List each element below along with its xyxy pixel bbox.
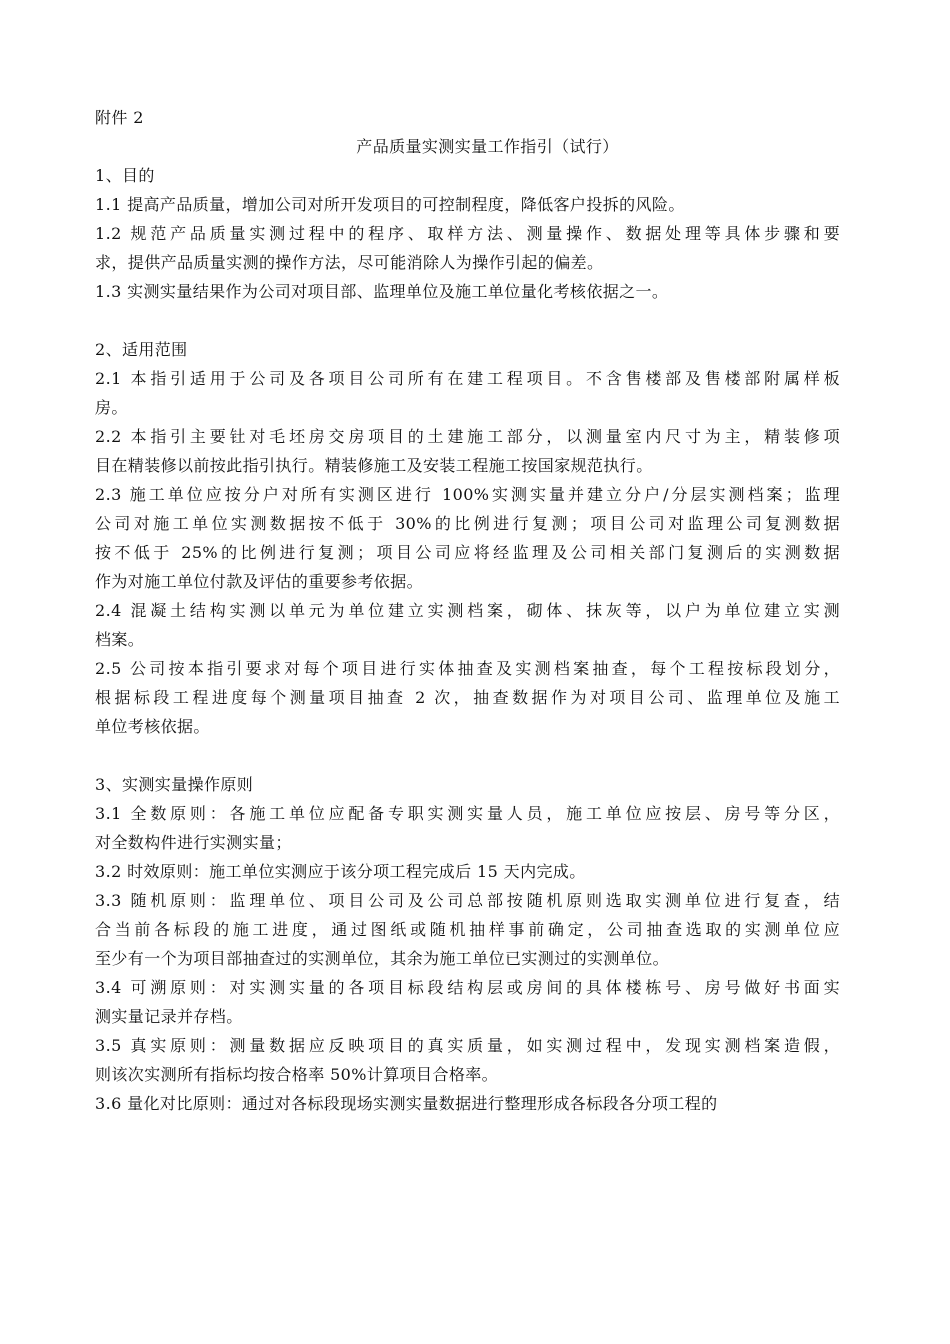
paragraph-line: 3.3 随机原则：监理单位、项目公司及公司总部按随机原则选取实测单位进行复查，结 — [95, 891, 840, 910]
paragraph-line: 按不低于 25%的比例进行复测；项目公司应将经监理及公司相关部门复测后的实测数据 — [95, 543, 840, 562]
paragraph-line: 3.2 时效原则：施工单位实测应于该分项工程完成后 15 天内完成。 — [95, 862, 586, 881]
paragraph — [95, 219, 840, 277]
paragraph — [95, 857, 840, 886]
paragraph-line: 档案。 — [95, 630, 145, 649]
paragraph — [95, 654, 840, 741]
paragraph — [95, 277, 840, 306]
section-heading: 2、适用范围 — [95, 340, 188, 359]
paragraph-line: 2.5 公司按本指引要求对每个项目进行实体抽查及实测档案抽查，每个工程按标段划分， — [95, 659, 840, 678]
paragraph-line: 对全数构件进行实测实量； — [95, 833, 292, 852]
paragraph-line: 单位考核依据。 — [95, 717, 210, 736]
paragraph-line: 测实量记录并存档。 — [95, 1007, 243, 1026]
paragraph-line: 合当前各标段的施工进度，通过图纸或随机抽样事前确定，公司抽查选取的实测单位应 — [95, 920, 840, 939]
attachment-label: 附件 2 — [95, 108, 144, 127]
paragraph-line: 3.5 真实原则：测量数据应反映项目的真实质量，如实测过程中，发现实测档案造假， — [95, 1036, 840, 1055]
paragraph-line: 房。 — [95, 398, 128, 417]
paragraph-line: 目在精装修以前按此指引执行。精装修施工及安装工程施工按国家规范执行。 — [95, 456, 653, 475]
paragraph-line: 3.4 可溯原则：对实测实量的各项目标段结构层或房间的具体楼栋号、房号做好书面实 — [95, 978, 840, 997]
paragraph-line: 3.6 量化对比原则：通过对各标段现场实测实量数据进行整理形成各标段各分项工程的 — [95, 1094, 718, 1113]
section-heading: 1、目的 — [95, 166, 155, 185]
paragraph-line: 作为对施工单位付款及评估的重要参考依据。 — [95, 572, 424, 591]
paragraph — [95, 422, 840, 480]
paragraph-line: 2.4 混凝土结构实测以单元为单位建立实测档案，砌体、抹灰等，以户为单位建立实测 — [95, 601, 840, 620]
paragraph-line: 则该次实测所有指标均按合格率 50%计算项目合格率。 — [95, 1065, 499, 1084]
paragraph — [95, 1089, 840, 1118]
document-title: 产品质量实测实量工作指引（试行） — [356, 137, 619, 156]
paragraph-line: 2.2 本指引主要钍对毛坯房交房项目的土建施工部分，以测量室内尺寸为主，精装修项 — [95, 427, 840, 446]
paragraph — [95, 364, 840, 422]
paragraph — [95, 596, 840, 654]
section — [95, 161, 840, 306]
paragraph-line: 至少有一个为项目部抽查过的实测单位，其余为施工单位已实测过的实测单位。 — [95, 949, 670, 968]
paragraph-line: 1.3 实测实量结果作为公司对项目部、监理单位及施工单位量化考核依据之一。 — [95, 282, 669, 301]
paragraph — [95, 973, 840, 1031]
paragraph — [95, 886, 840, 973]
document-body — [95, 161, 840, 1118]
section-heading: 3、实测实量操作原则 — [95, 775, 254, 794]
paragraph-line: 根据标段工程进度每个测量项目抽查 2 次，抽查数据作为对项目公司、监理单位及施工 — [95, 688, 840, 707]
section-spacer — [95, 306, 840, 335]
paragraph — [95, 480, 840, 596]
paragraph-line: 2.1 本指引适用于公司及各项目公司所有在建工程项目。不含售楼部及售楼部附属样板 — [95, 369, 840, 388]
paragraph-line: 1.1 提高产品质量，增加公司对所开发项目的可控制程度，降低客户投拆的风险。 — [95, 195, 685, 214]
paragraph-line: 2.3 施工单位应按分户对所有实测区进行 100%实测实量并建立分户/分层实测档案；监理 — [95, 485, 840, 504]
section — [95, 306, 840, 741]
paragraph-line: 公司对施工单位实测数据按不低于 30%的比例进行复测；项目公司对监理公司复测数据 — [95, 514, 840, 533]
document-page — [95, 103, 840, 1118]
paragraph — [95, 1031, 840, 1089]
paragraph — [95, 799, 840, 857]
paragraph-line: 3.1 全数原则：各施工单位应配备专职实测实量人员，施工单位应按层、房号等分区， — [95, 804, 840, 823]
section-spacer — [95, 741, 840, 770]
paragraph-line: 1.2 规范产品质量实测过程中的程序、取样方法、测量操作、数据处理等具体步骤和要 — [95, 224, 840, 243]
section — [95, 741, 840, 1118]
paragraph-line: 求，提供产品质量实测的操作方法，尽可能消除人为操作引起的偏差。 — [95, 253, 604, 272]
paragraph — [95, 190, 840, 219]
